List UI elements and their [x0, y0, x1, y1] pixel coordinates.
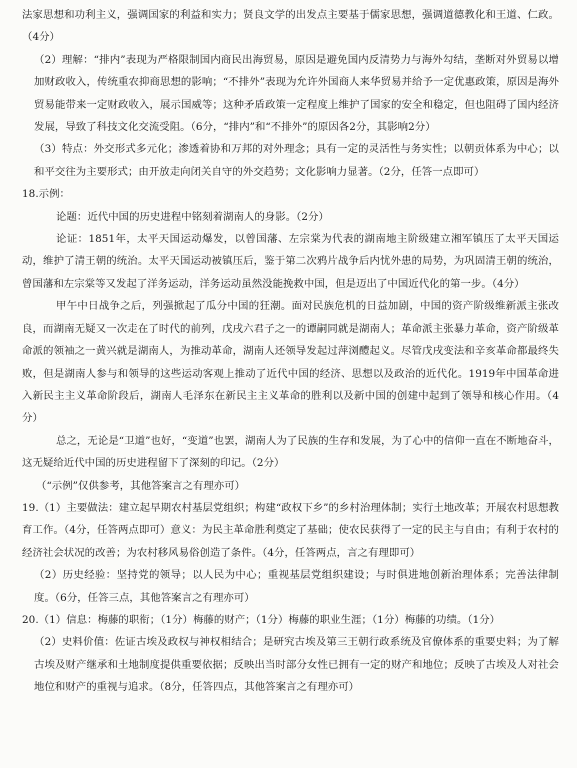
question-18-heading: 18.示例：	[22, 188, 70, 201]
answer-paragraph-17-3: （3）特点：外交形式多元化；渗透着协和万邦的对外理念；具有一定的灵活性与务实性；以朝贡体系为中心；以和平交往为主要形式；由开放走向闭关自守的外交趋势；文化影响力显著。（2分，任答一点即可）	[34, 143, 559, 178]
answer-note-18: （“示例”仅供参考，其他答案言之有理亦可）	[36, 479, 246, 492]
answer-paragraph-18-argument-2: 甲午中日战争之后，列强掀起了瓜分中国的狂潮。面对民族危机的日益加剧，中国的资产阶级维新派主张改良，而湖南无疑又一次走在了时代的前列，戊戌六君子之一的谭嗣同就是湖南人；革命派主张暴力革命，资产阶级革命派的领袖之一黄兴就是湖南人，为推动革命，湖南人还领导发起过萍浏醴起义。尽管戊戌变法和辛亥革命都最终失败，但是湖南人参与和领导的这些运动客观上推动了近代中国的经济、思想以及政治的近代化。1919年中国革命进入新民主主义革命阶段后，湖南人毛泽东在新民主主义革命的胜利以及新中国的创建中起到了领导和核心作用。（4分）	[22, 300, 559, 425]
answer-paragraph-17-2: （2）理解：“排内”表现为严格限制国内商民出海贸易，原因是避免国内反清势力与海外勾结，垄断对外贸易以增加财政收入，传统重农抑商思想的影响；“不排外”表现为允许外国商人来华贸易并给予一定优惠政策，原因是海外贸易能带来一定财政收入，展示国威等；这种矛盾政策一定程度上维护了国家的安全和稳定，但也阻碍了国内经济发展，导致了科技文化交流受阻。（6分，“排内”和“不排外”的原因各2分，其影响2分）	[34, 53, 559, 134]
answer-paragraph-18-conclusion: 总之，无论是“卫道”也好，“变道”也罢，湖南人为了民族的生存和发展，为了心中的信仰一直在不断地奋斗，这无疑给近代中国的历史进程留下了深刻的印记。（2分）	[22, 434, 559, 470]
answer-paragraph-19-1: 19.（1）主要做法：建立起早期农村基层党组织；构建“政权下乡”的乡村治理体制；实行土地改革；开展农村思想教育工作。（4分，任答两点即可）意义：为民主革命胜利奠定了基础；使农民获得了一定的民主与自由；有利于农村的经济社会状况的改善；为农村移风易俗创造了条件。（4分，任答两点，言之有理即可）	[22, 501, 559, 559]
answer-paragraph-20-2: （2）史料价值：佐证古埃及政权与神权相结合；是研究古埃及第三王朝行政系统及官僚体系的重要史料；为了解古埃及财产继承和土地制度提供重要依据；反映出当时部分女性已拥有一定的财产和地位；反映了古埃及人对社会地位和财产的重视与追求。（8分，任答四点，其他答案言之有理亦可）	[34, 636, 559, 694]
answer-paragraph-20-1: 20.（1）信息：梅藤的职衔；（1分）梅藤的财产；（1分）梅藤的职业生涯；（1分）梅藤的功绩。（1分）	[22, 613, 501, 626]
answer-paragraph-18-argument: 论证：1851年，太平天国运动爆发，以曾国藩、左宗棠为代表的湖南地主阶级建立湘军镇压了太平天国运动，维护了清王朝的统治。太平天国运动被镇压后，鉴于第二次鸦片战争后内忧外患的局势，为巩固清王朝的统治，曾国藩和左宗棠等又发起了洋务运动，洋务运动虽然没能挽救中国，但是迈出了中国近代化的第一步。（4分）	[22, 233, 559, 290]
answer-paragraph-18-thesis: 论题：近代中国的历史进程中铭刻着湖南人的身影。（2分）	[56, 210, 329, 223]
answer-paragraph-continuation: 法家思想和功利主义，强调国家的利益和实力；贤良文学的出发点主要基于儒家思想，强调道德教化和王道、仁政。（4分）	[22, 9, 559, 44]
answer-paragraph-19-2: （2）历史经验：坚持党的领导；以人民为中心；重视基层党组织建设；与时俱进地创新治理体系；完善法律制度。（6分，任答三点，其他答案言之有理亦可）	[34, 569, 559, 604]
